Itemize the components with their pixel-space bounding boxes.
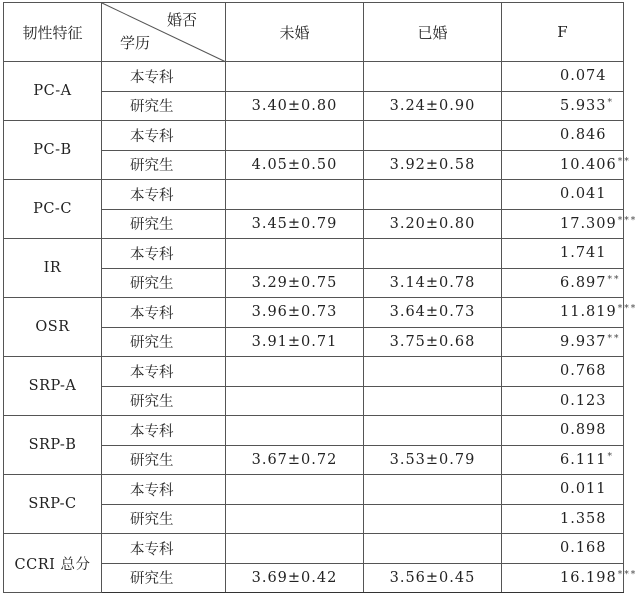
education-label: 研究生 (102, 445, 226, 475)
trait-label: SRP-A (4, 357, 102, 416)
significance-marker: ** (617, 156, 631, 167)
education-label: 本专科 (102, 357, 226, 387)
education-label: 本专科 (102, 416, 226, 446)
f-value: 0.123 (560, 392, 607, 409)
data-table-container (3, 2, 637, 593)
significance-marker: *** (617, 304, 637, 315)
education-label: 本专科 (102, 534, 226, 564)
married-value: 3.92±0.58 (364, 150, 502, 180)
f-value: 0.011 (560, 481, 607, 498)
trait-label: SRP-B (4, 416, 102, 475)
f-value-cell (502, 298, 637, 328)
unmarried-value: 3.45±0.79 (226, 209, 364, 239)
unmarried-value: 3.91±0.71 (226, 327, 364, 357)
f-value: 6.111 (560, 451, 607, 468)
table-row (4, 416, 624, 446)
education-label: 研究生 (102, 563, 226, 593)
significance-marker: *** (617, 569, 637, 580)
married-value: 3.75±0.68 (364, 327, 502, 357)
f-value-cell (502, 416, 624, 446)
f-value: 10.406 (560, 156, 617, 173)
unmarried-value: 3.69±0.42 (226, 563, 364, 593)
f-value-cell (502, 386, 624, 416)
f-value: 0.074 (560, 68, 607, 85)
table-row (4, 180, 624, 210)
header-trait: 韧性特征 (4, 3, 102, 62)
married-value (364, 239, 502, 269)
trait-label: IR (4, 239, 102, 298)
unmarried-value: 3.96±0.73 (226, 298, 364, 328)
unmarried-value: 4.05±0.50 (226, 150, 364, 180)
table-body (4, 62, 637, 593)
table-row (4, 298, 624, 328)
married-value (364, 504, 502, 534)
significance-marker: ** (607, 333, 621, 344)
f-value: 9.937 (560, 333, 607, 350)
f-value: 11.819 (560, 304, 617, 321)
married-value: 3.53±0.79 (364, 445, 502, 475)
married-value (364, 121, 502, 151)
f-value-cell (502, 239, 624, 269)
f-value-cell (502, 563, 637, 593)
f-value: 5.933 (560, 97, 607, 114)
f-value-cell (502, 357, 624, 387)
table-row (4, 475, 624, 505)
significance-marker: *** (617, 215, 637, 226)
education-label: 本专科 (102, 239, 226, 269)
married-value (364, 386, 502, 416)
unmarried-value (226, 180, 364, 210)
f-value-cell (502, 445, 624, 475)
table-row (4, 62, 624, 92)
married-value (364, 180, 502, 210)
f-value-cell (502, 121, 624, 151)
header-marital-label: 婚否 (166, 11, 197, 29)
trait-label: PC-C (4, 180, 102, 239)
header-row (4, 3, 624, 62)
education-label: 研究生 (102, 268, 226, 298)
married-value: 3.20±0.80 (364, 209, 502, 239)
married-value (364, 62, 502, 92)
married-value (364, 416, 502, 446)
education-label: 研究生 (102, 91, 226, 121)
education-label: 研究生 (102, 386, 226, 416)
f-value: 17.309 (560, 215, 617, 232)
education-label: 本专科 (102, 298, 226, 328)
unmarried-value (226, 416, 364, 446)
f-value-cell (502, 327, 624, 357)
f-value: 0.898 (560, 422, 607, 439)
unmarried-value: 3.67±0.72 (226, 445, 364, 475)
f-value-cell (502, 534, 624, 564)
f-value-cell (502, 150, 631, 180)
education-label: 本专科 (102, 475, 226, 505)
unmarried-value (226, 386, 364, 416)
header-diagonal-cell (102, 3, 226, 62)
f-value-cell (502, 180, 624, 210)
f-value: 0.041 (560, 186, 607, 203)
f-value: 1.741 (560, 245, 607, 262)
table-row (4, 239, 624, 269)
f-value: 6.897 (560, 274, 607, 291)
trait-label: OSR (4, 298, 102, 357)
unmarried-value: 3.29±0.75 (226, 268, 364, 298)
header-unmarried: 未婚 (226, 3, 364, 62)
education-label: 研究生 (102, 327, 226, 357)
trait-label: PC-B (4, 121, 102, 180)
unmarried-value (226, 62, 364, 92)
trait-label: PC-A (4, 62, 102, 121)
table-row (4, 534, 624, 564)
education-label: 本专科 (102, 62, 226, 92)
f-value: 1.358 (560, 510, 607, 527)
education-label: 本专科 (102, 121, 226, 151)
married-value (364, 357, 502, 387)
unmarried-value (226, 121, 364, 151)
married-value (364, 534, 502, 564)
education-label: 本专科 (102, 180, 226, 210)
unmarried-value (226, 534, 364, 564)
married-value: 3.24±0.90 (364, 91, 502, 121)
f-value-cell (502, 209, 637, 239)
married-value: 3.56±0.45 (364, 563, 502, 593)
education-label: 研究生 (102, 504, 226, 534)
f-value: 16.198 (560, 569, 617, 586)
f-value-cell (502, 475, 624, 505)
header-f: F (502, 3, 624, 62)
f-value-cell (502, 91, 624, 121)
significance-marker: * (607, 97, 615, 108)
trait-label: SRP-C (4, 475, 102, 534)
married-value: 3.14±0.78 (364, 268, 502, 298)
f-value-cell (502, 504, 624, 534)
unmarried-value (226, 475, 364, 505)
table-row (4, 121, 624, 151)
significance-marker: ** (607, 274, 621, 285)
unmarried-value (226, 239, 364, 269)
f-value-cell (502, 268, 624, 298)
married-value (364, 475, 502, 505)
unmarried-value (226, 504, 364, 534)
unmarried-value (226, 357, 364, 387)
significance-marker: * (607, 451, 615, 462)
unmarried-value: 3.40±0.80 (226, 91, 364, 121)
header-education-label: 学历 (120, 34, 151, 52)
education-label: 研究生 (102, 209, 226, 239)
f-value: 0.168 (560, 540, 607, 557)
header-married: 已婚 (364, 3, 502, 62)
married-value: 3.64±0.73 (364, 298, 502, 328)
trait-label: CCRI 总分 (4, 534, 102, 593)
education-label: 研究生 (102, 150, 226, 180)
table-row (4, 357, 624, 387)
f-value: 0.846 (560, 127, 607, 144)
f-value-cell (502, 62, 624, 92)
f-value: 0.768 (560, 363, 607, 380)
resilience-table (3, 2, 637, 593)
